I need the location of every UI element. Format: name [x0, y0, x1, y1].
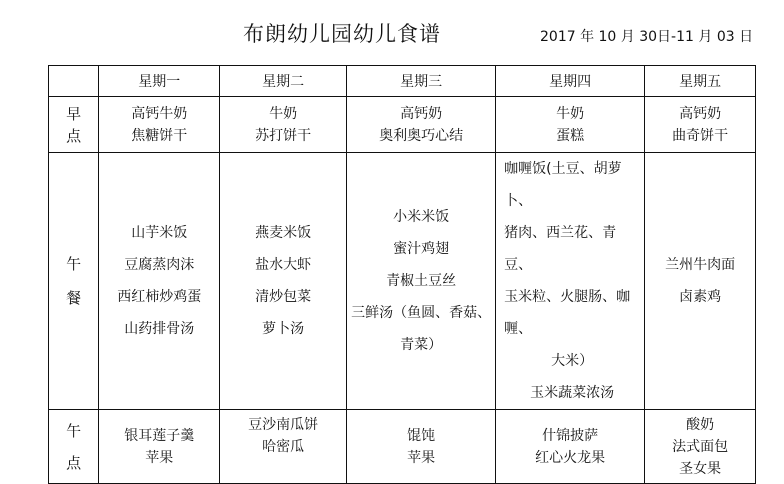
menu-item: 苹果 [407, 449, 436, 466]
menu-item: 猪肉、西兰花、青豆、 [504, 225, 617, 273]
menu-table [48, 65, 756, 484]
menu-item: 豆沙南瓜饼 [248, 417, 319, 433]
day-header-fri: 星期五 [645, 66, 756, 97]
corner-cell [49, 66, 99, 97]
menu-item: 银耳莲子羹 [124, 427, 195, 444]
day-header-mon: 星期一 [99, 66, 220, 97]
breakfast-label [49, 97, 99, 153]
menu-item: 青菜） [400, 337, 443, 353]
menu-item: 酸奶 [686, 416, 715, 433]
menu-item: 山药排骨汤 [124, 321, 195, 337]
menu-item: 小米米饭 [393, 209, 450, 225]
menu-item: 玉米粒、火腿肠、咖喱、 [504, 289, 631, 337]
menu-item: 萝卜汤 [262, 321, 305, 337]
snack-label [49, 410, 99, 484]
menu-item: 卤素鸡 [679, 289, 722, 305]
menu-item: 高钙牛奶 [131, 105, 188, 122]
breakfast-tue [220, 97, 347, 153]
menu-item: 清炒包菜 [255, 289, 312, 305]
menu-item: 圣女果 [679, 460, 722, 477]
menu-item: 咖喱饭(土豆、胡萝卜、 [504, 161, 622, 209]
breakfast-wed [347, 97, 496, 153]
lunch-fri [645, 153, 756, 410]
menu-item: 馄饨 [407, 427, 436, 444]
breakfast-label-char-1: 早 [66, 104, 82, 123]
snack-label-char-1: 午 [66, 421, 82, 440]
menu-item: 曲奇饼干 [672, 127, 729, 144]
menu-item: 苏打饼干 [255, 127, 312, 144]
snack-row [49, 410, 756, 484]
menu-item: 豆腐蒸肉沫 [124, 257, 195, 273]
menu-item: 哈密瓜 [262, 439, 305, 455]
menu-item: 红心火龙果 [535, 449, 606, 466]
page-title: 布朗幼儿园幼儿食谱 [243, 22, 441, 46]
menu-item: 青椒土豆丝 [386, 273, 457, 289]
day-header-thu: 星期四 [496, 66, 645, 97]
menu-item: 焦糖饼干 [131, 127, 188, 144]
menu-item: 高钙奶 [400, 105, 443, 122]
day-header-wed: 星期三 [347, 66, 496, 97]
lunch-label [49, 153, 99, 410]
menu-item: 什锦披萨 [542, 427, 599, 444]
menu-item: 玉米蔬菜浓汤 [530, 385, 615, 401]
date-range: 2017 年 10 月 30日-11 月 03 日 [540, 29, 754, 45]
lunch-thu [496, 153, 645, 410]
menu-item: 牛奶 [269, 105, 298, 122]
menu-item: 山芋米饭 [131, 225, 188, 241]
lunch-label-char-1: 午 [66, 255, 82, 273]
lunch-tue [220, 153, 347, 410]
menu-item: 西红柿炒鸡蛋 [117, 289, 202, 305]
snack-thu [496, 410, 645, 484]
snack-fri [645, 410, 756, 484]
menu-item: 高钙奶 [679, 105, 722, 122]
menu-item: 蜜汁鸡翅 [393, 241, 450, 257]
menu-item: 三鲜汤（鱼圆、香菇、 [351, 305, 492, 321]
snack-mon [99, 410, 220, 484]
header-row [49, 66, 756, 97]
menu-item: 盐水大虾 [255, 257, 312, 273]
menu-item: 燕麦米饭 [255, 225, 312, 241]
breakfast-mon [99, 97, 220, 153]
snack-wed [347, 410, 496, 484]
menu-item: 奥利奥巧心结 [379, 127, 464, 144]
menu-item: 牛奶 [556, 105, 585, 122]
snack-label-char-2: 点 [66, 453, 82, 472]
menu-item: 兰州牛肉面 [665, 257, 736, 273]
lunch-mon [99, 153, 220, 410]
breakfast-row [49, 97, 756, 153]
breakfast-fri [645, 97, 756, 153]
lunch-row [49, 153, 756, 410]
breakfast-label-char-2: 点 [66, 126, 82, 145]
menu-item: 法式面包 [672, 438, 729, 455]
menu-item: 苹果 [145, 449, 174, 466]
snack-tue [220, 410, 347, 484]
lunch-label-char-2: 餐 [66, 289, 82, 307]
day-header-tue: 星期二 [220, 66, 347, 97]
menu-item: 大米） [551, 353, 594, 369]
breakfast-thu [496, 97, 645, 153]
lunch-wed [347, 153, 496, 410]
menu-item: 蛋糕 [556, 127, 585, 144]
